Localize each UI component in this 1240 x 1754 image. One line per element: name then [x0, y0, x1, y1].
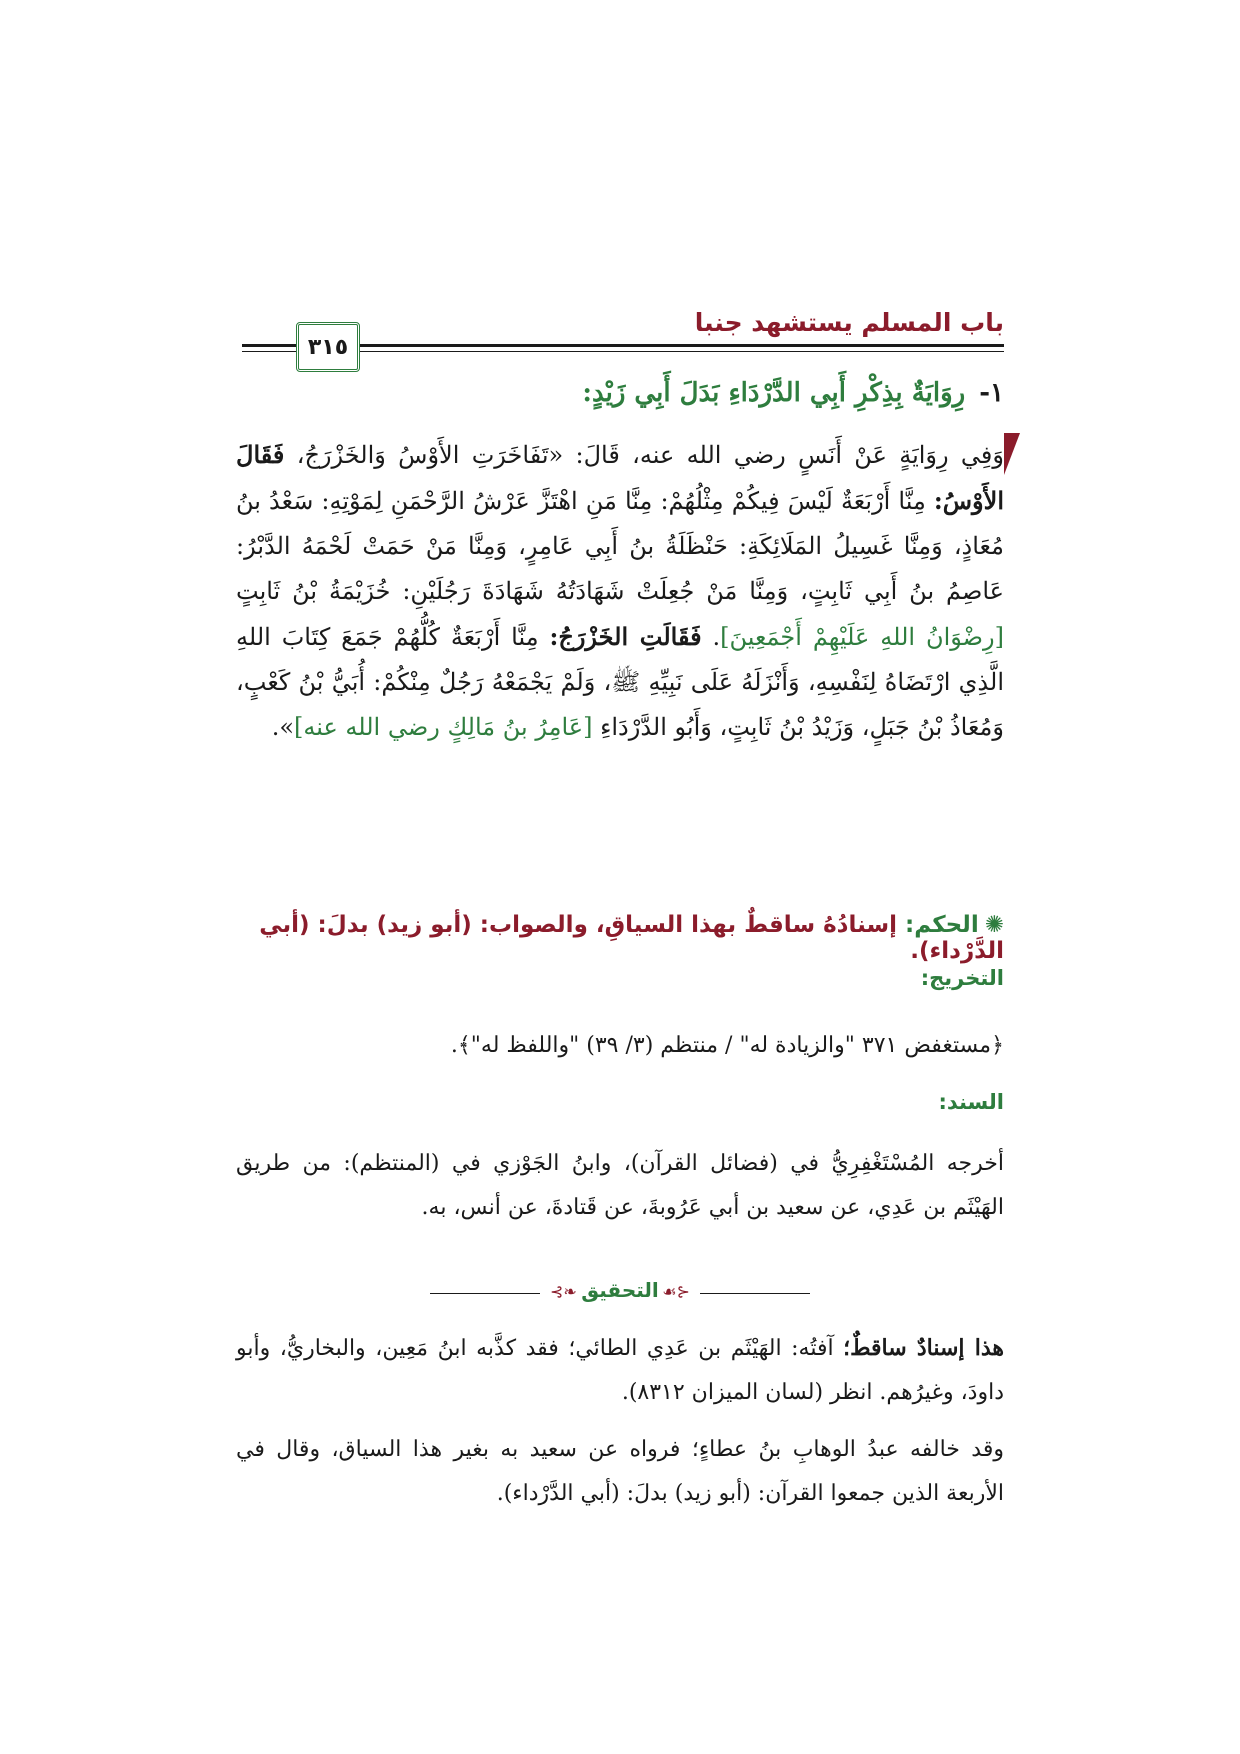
narration-part: . — [701, 623, 721, 651]
page-number: ٣١٥ — [307, 334, 349, 360]
running-title: باب المسلم يستشهد جنبا — [694, 308, 1004, 337]
hadith-narration — [236, 432, 1004, 750]
section-heading — [236, 378, 1004, 408]
verdict-label: الحكم: — [905, 912, 979, 938]
narration-bracket: [رِضْوَانُ اللهِ عَلَيْهِمْ أَجْمَعِينَ] — [720, 623, 1004, 651]
corner-ornament-icon — [1004, 433, 1020, 475]
narration-bracket: [عَامِرُ بنُ مَالِكٍ رضي الله عنه] — [294, 713, 593, 741]
tahqiq-rest: آفتُه: الهَيْثَم بن عَدِي الطائي؛ فقد كذَّبه ابنُ مَعِين، والبخاريُّ، وأبو داودَ، وغيرُهم. انظر (لسان الميزان ٨٣١٢). — [236, 1336, 1004, 1405]
tahqiq-heading: التحقيق — [581, 1278, 659, 1302]
sanad-heading: السند: — [938, 1090, 1004, 1114]
aws-label: فَقَالَ الأَوْسُ: — [236, 440, 1004, 515]
flourish-icon: ☙⊱ — [662, 1282, 690, 1301]
section-number: ١- — [979, 378, 1004, 408]
tahqiq-bold: هذا إسنادٌ ساقطٌ؛ — [843, 1335, 1004, 1361]
tahqiq-divider — [430, 1278, 810, 1308]
narration-part: وَفِي رِوَايَةٍ عَنْ أَنَسٍ رضي الله عنه، قَالَ: «تَفَاخَرَتِ الأَوْسُ وَالخَزْرَجُ، — [284, 441, 1004, 469]
sanad-text: أخرجه المُسْتَغْفِرِيُّ في (فضائل القرآن)، وابنُ الجَوْزي في (المنتظم): من طريق الهَيْثَم بن عَدِي، عن سعيد بن أبي عَرُوبةَ، عن قَتادةَ، عن أنس، به. — [236, 1151, 1004, 1220]
narration-part: ». — [271, 713, 294, 741]
tahqiq-paragraph — [236, 1326, 1004, 1415]
page-number-frame — [296, 322, 360, 372]
narration-part: مِنَّا أَرْبَعَةٌ لَيْسَ فِيكُمْ مِثْلُهُمْ: مِنَّا مَنِ اهْتَزَّ عَرْشُ الرَّحْمَنِ لِمَوْتِهِ: سَعْدُ بنُ مُعَاذٍ، وَمِنَّا غَسِيلُ المَلَائِكَةِ: حَنْظَلَةُ بنُ أَبِي عَامِرٍ، وَمِنَّا مَنْ حَمَتْ لَحْمَهُ الدَّبْرُ: عَاصِمُ بنُ أَبِي ثَابِتٍ، وَمِنَّا مَنْ جُعِلَتْ شَهَادَتُهُ شَهَادَةَ رَجُلَيْنِ: خُزَيْمَةُ بْنُ ثَابِتٍ — [236, 487, 1004, 605]
narration-part: مِنَّا أَرْبَعَةٌ كُلُّهُمْ جَمَعَ كِتَابَ اللهِ الَّذِي ارْتَضَاهُ لِنَفْسِهِ، وَأَنْزَلَهُ عَلَى نَبِيِّهِ ﷺ، وَلَمْ يَجْمَعْهُ رَجُلٌ مِنْكُمْ: أُبَيُّ بْنُ كَعْبٍ، وَمُعَاذُ بْنُ جَبَلٍ، وَزَيْدُ بْنُ ثَابِتٍ، وَأَبُو الدَّرْدَاءِ — [236, 623, 1004, 741]
takhrij-text: ﴿مستغفض ٣٧١ "والزيادة له" / منتظم (٣/ ٣٩) "واللفظ له"﴾. — [450, 1033, 1004, 1058]
tahqiq-paragraph: وقد خالفه عبدُ الوهابِ بنُ عطاءٍ؛ فرواه عن سعيد به بغير هذا السياق، وقال في الأربعة الذين جمعوا القرآن: (أبو زيد) بدلَ: (أبي الدَّرْداء). — [236, 1437, 1004, 1506]
flourish-icon: ⊰❧ — [550, 1282, 577, 1301]
section-title: رِوَايَةٌ بِذِكْرِ أَبِي الدَّرْدَاءِ بَدَلَ أَبِي زَيْدٍ: — [582, 378, 966, 408]
star-ornament-icon: ✺ — [984, 912, 1004, 938]
takhrij-heading: التخريج: — [920, 966, 1004, 990]
verdict-line — [236, 912, 1004, 964]
khazraj-label: فَقَالَتِ الخَزْرَجُ: — [549, 622, 702, 651]
verdict-text: إسنادُهُ ساقطٌ بهذا السياقِ، والصواب: (أبو زيد) بدلَ: (أبي الدَّرْداء). — [259, 912, 1004, 964]
